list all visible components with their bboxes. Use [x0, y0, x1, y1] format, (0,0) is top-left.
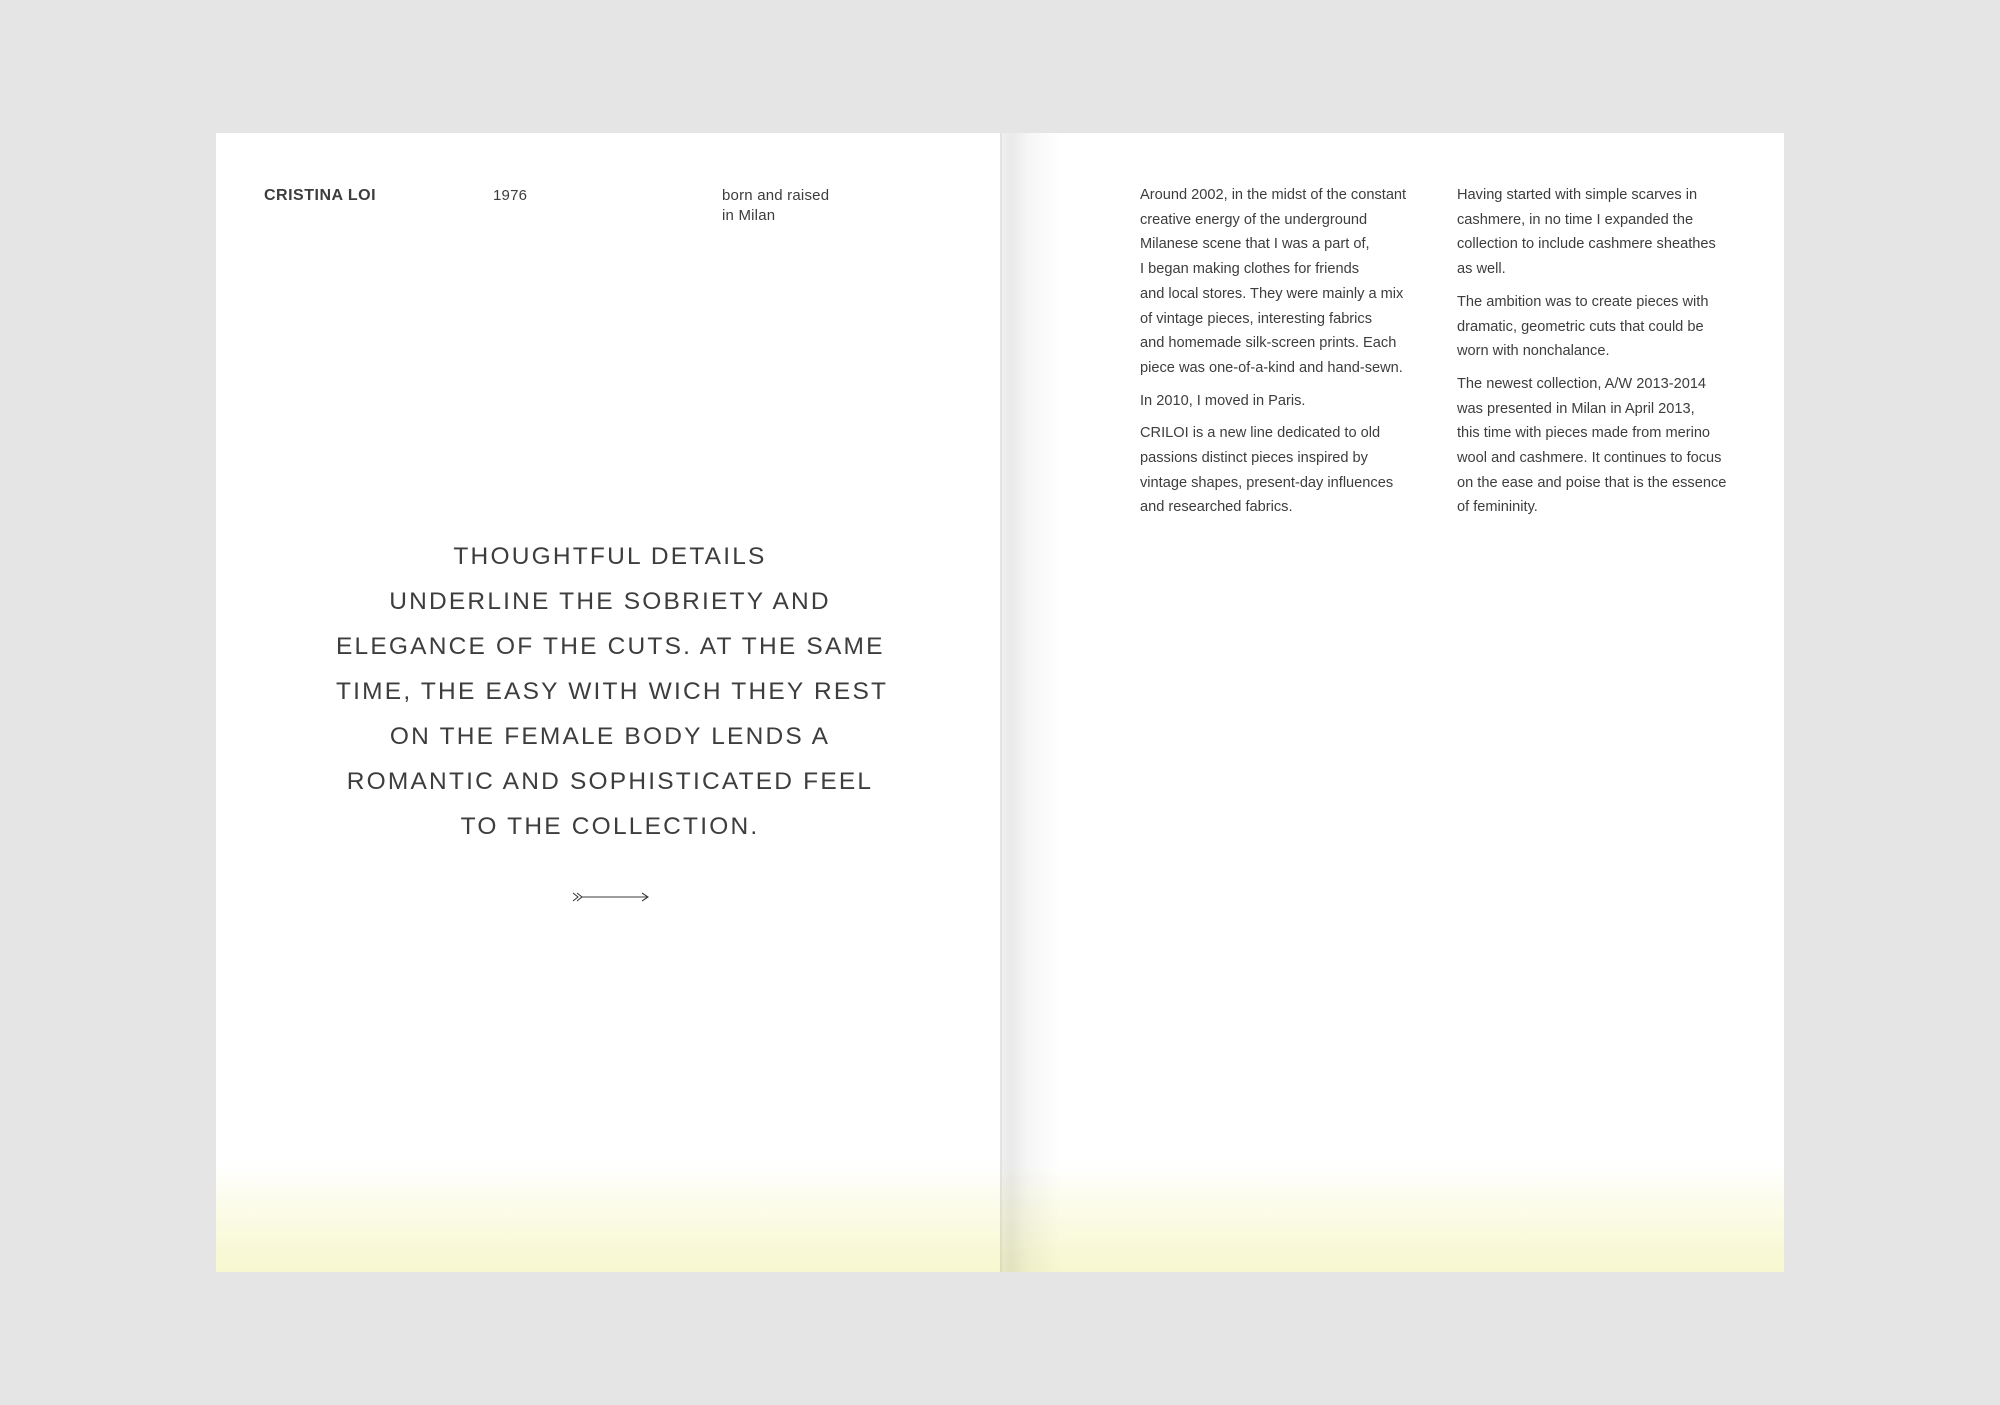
- text-line: wool and cashmere. It continues to focus: [1457, 450, 1722, 467]
- text-line: The ambition was to create pieces with: [1457, 293, 1709, 310]
- text-line: as well.: [1457, 261, 1506, 278]
- text-line: Having started with simple scarves in: [1457, 187, 1698, 203]
- quote-line: ON THE FEMALE BODY LENDS A: [389, 723, 831, 750]
- text-line: and researched fabrics.: [1140, 499, 1293, 516]
- birth-year: 1976: [493, 187, 528, 204]
- text-line: Milanese scene that I was a part of,: [1140, 236, 1370, 253]
- quote-line: THOUGHTFUL DETAILS: [453, 543, 767, 570]
- text-line: vintage shapes, present-day influences: [1140, 474, 1394, 491]
- paragraph: [1457, 290, 1757, 364]
- text-line: In 2010, I moved in Paris.: [1140, 392, 1306, 409]
- paragraph: [1140, 389, 1440, 414]
- quote-line: TO THE COLLECTION.: [460, 813, 760, 840]
- text-line: CRILOI is a new line dedicated to old: [1140, 425, 1381, 442]
- text-line: collection to include cashmere sheathes: [1457, 236, 1716, 253]
- text-line: Around 2002, in the midst of the constant: [1140, 187, 1407, 203]
- quote-line: ELEGANCE OF THE CUTS. AT THE SAME: [336, 633, 885, 660]
- text-line: and homemade silk-screen prints. Each: [1140, 335, 1397, 352]
- text-line: was presented in Milan in April 2013,: [1457, 400, 1695, 417]
- text-line: and local stores. They were mainly a mix: [1140, 285, 1404, 302]
- text-line: piece was one-of-a-kind and hand-sewn.: [1140, 359, 1403, 376]
- designer-name: CRISTINA LOI: [264, 187, 377, 204]
- text-line: worn with nonchalance.: [1457, 343, 1610, 360]
- quote-line: ROMANTIC AND SOPHISTICATED FEEL: [346, 768, 874, 795]
- paragraph: [1457, 183, 1757, 282]
- text-line: on the ease and poise that is the essence: [1457, 474, 1727, 491]
- book-spread: [216, 133, 1784, 1272]
- text-column-right: [1457, 183, 1757, 528]
- paragraph: [1140, 421, 1440, 520]
- text-line: of femininity.: [1457, 499, 1538, 516]
- right-page: [1000, 133, 1784, 1272]
- gutter-shadow: [1000, 133, 1060, 1272]
- paragraph: [1140, 183, 1440, 381]
- pull-quote: [336, 534, 889, 849]
- text-line: I began making clothes for friends: [1140, 261, 1360, 278]
- text-line: of vintage pieces, interesting fabrics: [1140, 310, 1373, 327]
- quote-line: UNDERLINE THE SOBRIETY AND: [389, 588, 831, 615]
- paragraph: [1457, 372, 1757, 520]
- origin-text: [722, 186, 882, 226]
- origin-line: born and raised: [722, 187, 830, 204]
- origin-line: in Milan: [722, 207, 776, 224]
- quote-line: TIME, THE EASY WITH WICH THEY REST: [336, 678, 889, 705]
- text-line: this time with pieces made from merino: [1457, 425, 1711, 442]
- text-line: The newest collection, A/W 2013-2014: [1457, 375, 1707, 392]
- gutter-fold: [1000, 133, 1002, 1272]
- text-column-left: [1140, 183, 1440, 528]
- arrow-icon: [571, 889, 651, 905]
- text-line: creative energy of the underground: [1140, 211, 1368, 228]
- text-line: cashmere, in no time I expanded the: [1457, 211, 1694, 228]
- text-line: dramatic, geometric cuts that could be: [1457, 318, 1704, 335]
- text-line: passions distinct pieces inspired by: [1140, 450, 1368, 467]
- left-page: [216, 133, 1000, 1272]
